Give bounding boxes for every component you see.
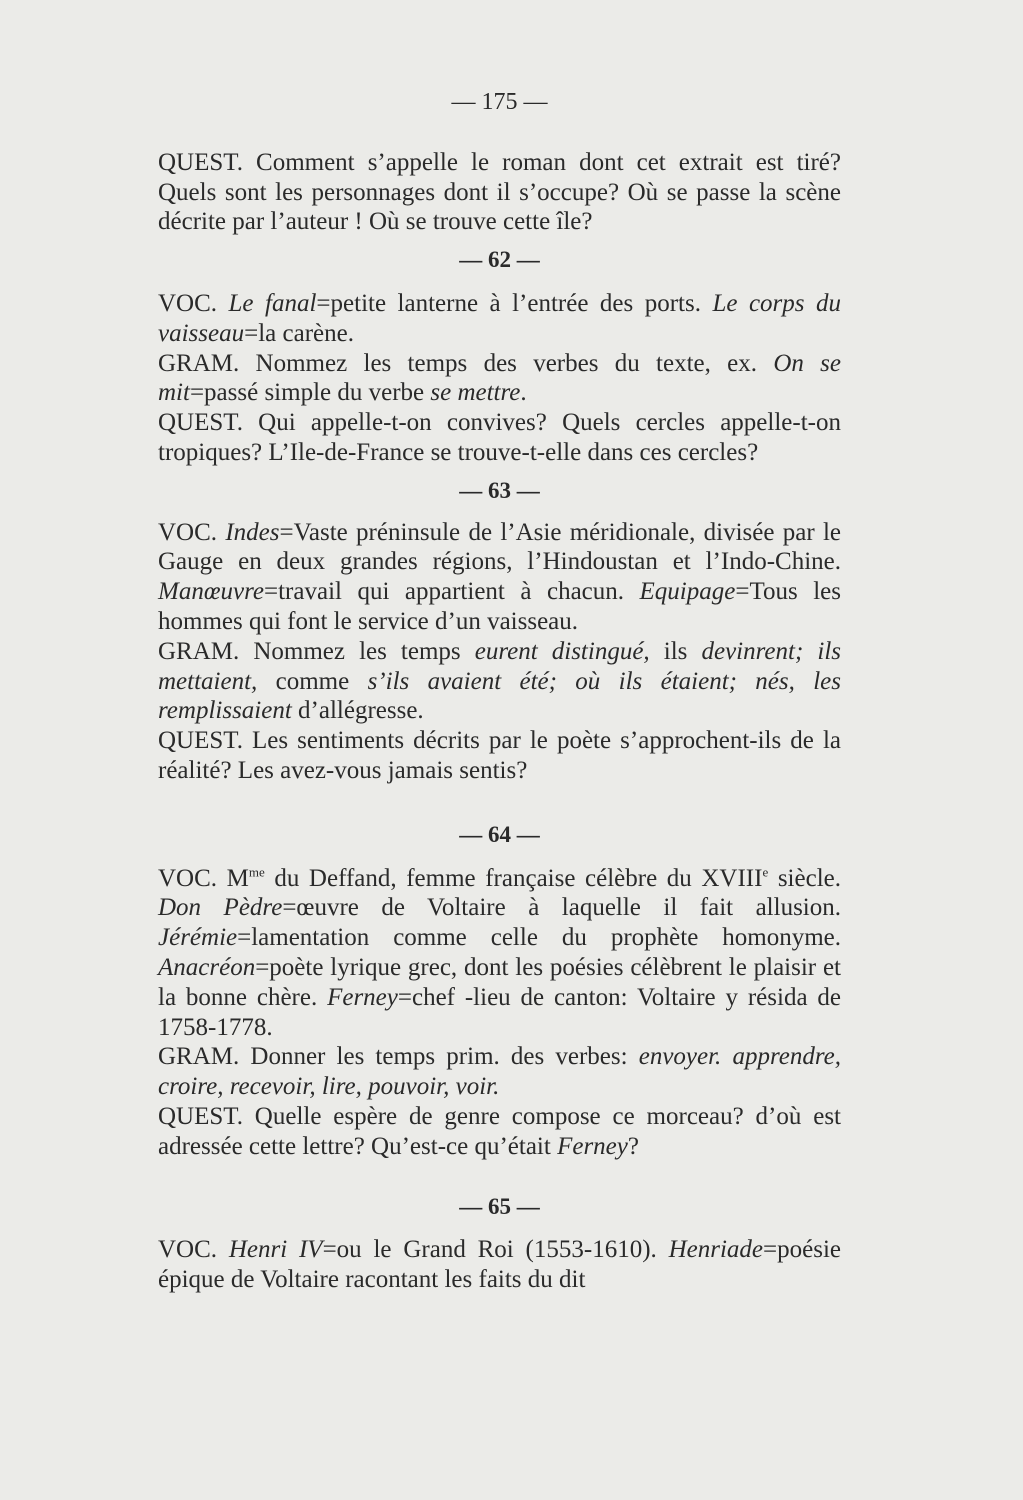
gram-text: GRAM. Nommez les temps (158, 637, 475, 665)
section-62-title: — 62 — (459, 247, 540, 273)
term: Jérémie (158, 924, 238, 952)
text-column (158, 88, 841, 1295)
page-number: — 175 — (451, 89, 548, 115)
term: envoyer. apprendre, croire, recevoir, lire, pouvoir, voir. (158, 1043, 841, 1101)
section-65-title: — 65 — (459, 1193, 540, 1219)
gram-text: . (520, 379, 527, 407)
term: Ferney (557, 1132, 628, 1160)
term: Le fanal (228, 289, 317, 317)
gram-text: comme (257, 667, 368, 695)
definition: =Tous les hommes qui font le service d’un vaisseau. (158, 578, 841, 635)
superscript: e (762, 864, 769, 880)
definition: =lamentation comme celle du prophète homonyme. (237, 924, 841, 952)
section-64-gram (158, 1042, 841, 1102)
section-62-gram (158, 349, 841, 409)
voc-label: VOC. (158, 289, 229, 317)
gram-text: =passé simple du verbe (189, 379, 431, 407)
term: Don Pèdre (158, 894, 283, 922)
definition: =chef -lieu de canton: Voltaire y résida de 1758-1778. (158, 983, 841, 1041)
quest-text: QUEST. Quelle espère de genre compose ce morceau? d’où est adressée cette lettre? Qu’est-ce qu’était (158, 1102, 841, 1160)
term: Anacréon (158, 953, 256, 981)
definition: siècle. (768, 864, 841, 892)
gram-text: GRAM. Donner les temps prim. des verbes: (158, 1043, 639, 1071)
term: Indes (225, 518, 280, 546)
term: Ferney (327, 983, 398, 1011)
section-64-quest (158, 1102, 841, 1162)
gram-text: ils (649, 637, 702, 665)
section-63-title: — 63 — (459, 477, 540, 503)
definition: =petite lanterne à l’entrée des ports. (316, 289, 713, 317)
definition: =travail qui appartient à chacun. (264, 578, 640, 606)
term: Equipage (639, 578, 736, 606)
definition: =poésie épique de Voltaire racontant les faits du dit (158, 1236, 841, 1294)
term: On se mit (158, 349, 841, 407)
section-65-voc (158, 1235, 841, 1295)
definition: =poète lyrique grec, dont les poésies célèbrent le plaisir et la bonne chère. (158, 953, 841, 1011)
term: Manœuvre (158, 578, 264, 606)
intro-quest: QUEST. Comment s’appelle le roman dont cet extrait est tiré? Quels sont les personnages dont il s’occupe? Où se passe la scène décrite par l’auteur ! Où se trouve cette île? (158, 148, 841, 236)
section-64-title: — 64 — (459, 821, 540, 847)
superscript: me (248, 864, 265, 880)
voc-label: VOC. (158, 518, 226, 546)
term: devinrent; ils mettaient, (158, 637, 841, 695)
section-63-voc (158, 518, 841, 637)
term: s’ils avaient été; où ils étaient; nés, les remplissaient (158, 667, 842, 725)
section-64-voc (158, 864, 841, 1043)
voc-label: VOC. M (158, 864, 249, 892)
definition: =la carène. (244, 319, 354, 347)
term: Henriade (668, 1236, 764, 1264)
term: eurent distingué, (474, 637, 650, 665)
section-63-quest: QUEST. Les sentiments décrits par le poète s’approchent-ils de la réalité? Les avez-vous jamais sentis? (158, 727, 841, 784)
term: Henri IV (228, 1236, 323, 1264)
definition: =Vaste préninsule de l’Asie méridionale, divisée par le Gauge en deux grandes régions, l’Hindoustan et l’Indo-Chine. (158, 518, 841, 576)
definition: du Deffand, femme française célèbre du XVIII (264, 864, 763, 892)
term: se mettre (430, 379, 521, 407)
gram-text: GRAM. Nommez les temps des verbes du texte, ex. (158, 349, 774, 377)
term: Le corps du vaisseau (158, 289, 841, 347)
quest-text: ? (627, 1132, 639, 1160)
section-62-voc (158, 289, 841, 349)
gram-text: d’allégresse. (291, 697, 424, 725)
section-62-quest: QUEST. Qui appelle-t-on convives? Quels cercles appelle-t-on tropiques? L’Ile-de-France se trouve-t-elle dans ces cercles? (158, 409, 841, 466)
definition: =ou le Grand Roi (1553-1610). (322, 1236, 669, 1264)
section-63-gram (158, 637, 841, 726)
voc-label: VOC. (158, 1236, 229, 1264)
definition: =œuvre de Voltaire à laquelle il fait allusion. (282, 894, 841, 922)
